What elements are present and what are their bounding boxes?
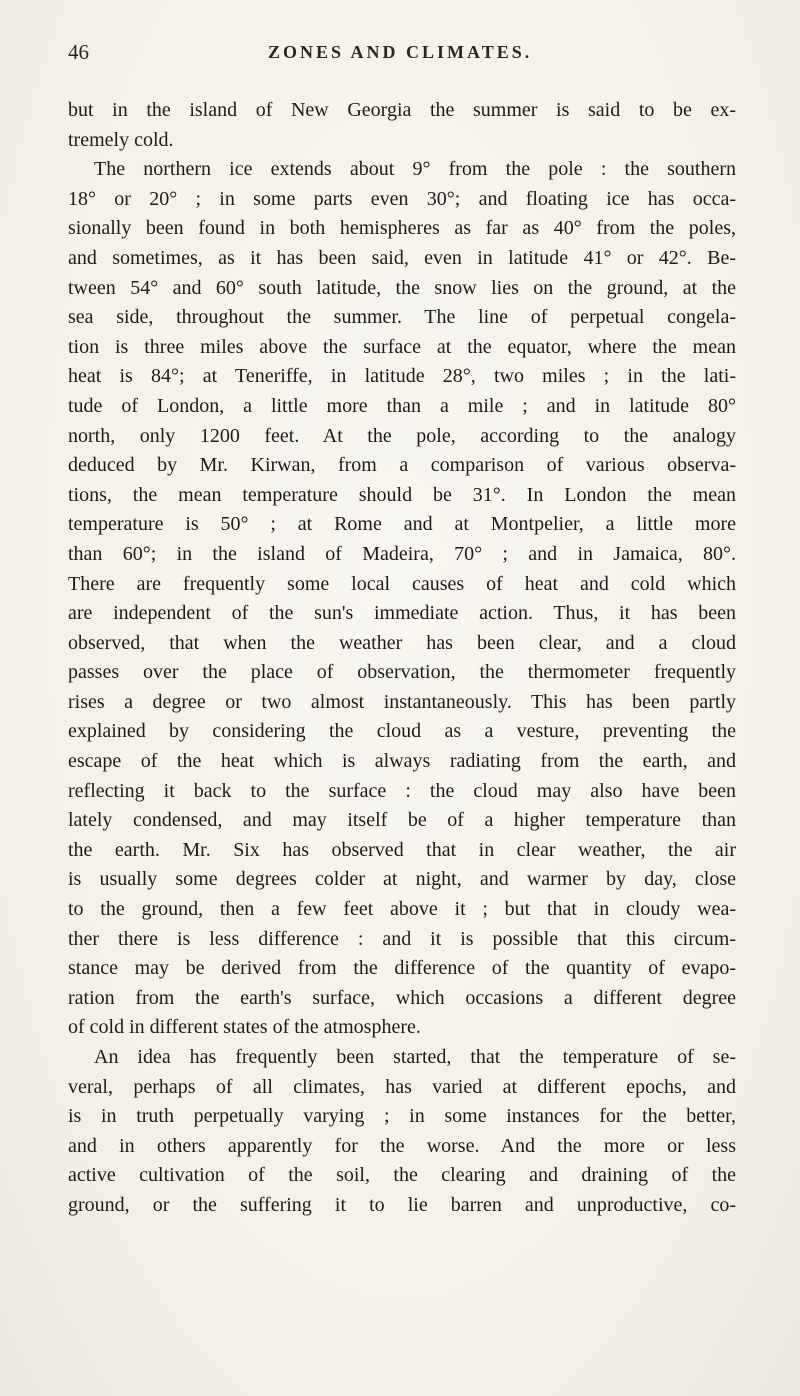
text-line: than 60°; in the island of Madeira, 70° ; and in Jamaica, 80°. — [68, 542, 736, 565]
text-line: sionally been found in both hemispheres as far as 40° from the poles, — [68, 217, 736, 240]
text-line: are independent of the sun's immediate action. Thus, it has been — [68, 602, 736, 625]
text-line: ration from the earth's surface, which occasions a different degree — [68, 986, 736, 1009]
text-line: observed, that when the weather has been clear, and a cloud — [68, 631, 736, 654]
text-line: deduced by Mr. Kirwan, from a comparison of various observa- — [68, 454, 736, 477]
text-line: ther there is less difference : and it is possible that this circum- — [68, 927, 736, 950]
text-line: tween 54° and 60° south latitude, the snow lies on the ground, at the — [68, 276, 736, 299]
text-line: stance may be derived from the difference of the quantity of evapo- — [68, 957, 736, 980]
text-line: sea side, throughout the summer. The line of perpetual congela- — [68, 306, 736, 329]
text-line: and in others apparently for the worse. And the more or less — [68, 1134, 736, 1157]
text-line: the earth. Mr. Six has observed that in clear weather, the air — [68, 838, 736, 861]
text-line: tion is three miles above the surface at the equator, where the mean — [68, 335, 736, 358]
text-line: is usually some degrees colder at night, and warmer by day, close — [68, 868, 736, 891]
text-line: passes over the place of observation, the thermometer frequently — [68, 661, 736, 684]
text-line: escape of the heat which is always radiating from the earth, and — [68, 750, 736, 773]
text-line: veral, perhaps of all climates, has varied at different epochs, and — [68, 1075, 736, 1098]
text-line: tions, the mean temperature should be 31°. In London the mean — [68, 483, 736, 506]
text-line: lately condensed, and may itself be of a higher temperature than — [68, 809, 736, 832]
text-line: north, only 1200 feet. At the pole, according to the analogy — [68, 424, 736, 447]
page-number: 46 — [68, 40, 89, 64]
text-line: temperature is 50° ; at Rome and at Montpelier, a little more — [68, 513, 736, 536]
text-line: tude of London, a little more than a mile ; and in latitude 80° — [68, 394, 736, 417]
text-line: There are frequently some local causes of heat and cold which — [68, 572, 736, 595]
text-line: rises a degree or two almost instantaneously. This has been partly — [68, 690, 736, 713]
text-line: ground, or the suffering it to lie barren and unproductive, co- — [68, 1193, 736, 1216]
text-line: heat is 84°; at Teneriffe, in latitude 28°, two miles ; in the lati- — [68, 365, 736, 388]
text-line: but in the island of New Georgia the summer is said to be ex- — [68, 99, 736, 121]
text-line: and sometimes, as it has been said, even in latitude 41° or 42°. Be- — [68, 246, 736, 269]
text-line: The northern ice extends about 9° from the pole : the southern — [94, 158, 736, 181]
running-head: ZONES AND CLIMATES. — [268, 42, 533, 62]
text-line: tremely cold. — [68, 128, 174, 151]
text-line: explained by considering the cloud as a vesture, preventing the — [68, 720, 736, 743]
text-line: reflecting it back to the surface : the cloud may also have been — [68, 779, 736, 802]
text-line: of cold in different states of the atmosphere. — [68, 1016, 421, 1039]
page-header — [68, 40, 740, 70]
text-line: An idea has frequently been started, that the temperature of se- — [94, 1046, 736, 1068]
text-line: 18° or 20° ; in some parts even 30°; and floating ice has occa- — [68, 187, 736, 210]
text-line: active cultivation of the soil, the clearing and draining of the — [68, 1164, 736, 1187]
text-line: to the ground, then a few feet above it ; but that in cloudy wea- — [68, 898, 736, 921]
body-text — [68, 96, 736, 1221]
text-line: is in truth perpetually varying ; in some instances for the better, — [68, 1105, 736, 1128]
